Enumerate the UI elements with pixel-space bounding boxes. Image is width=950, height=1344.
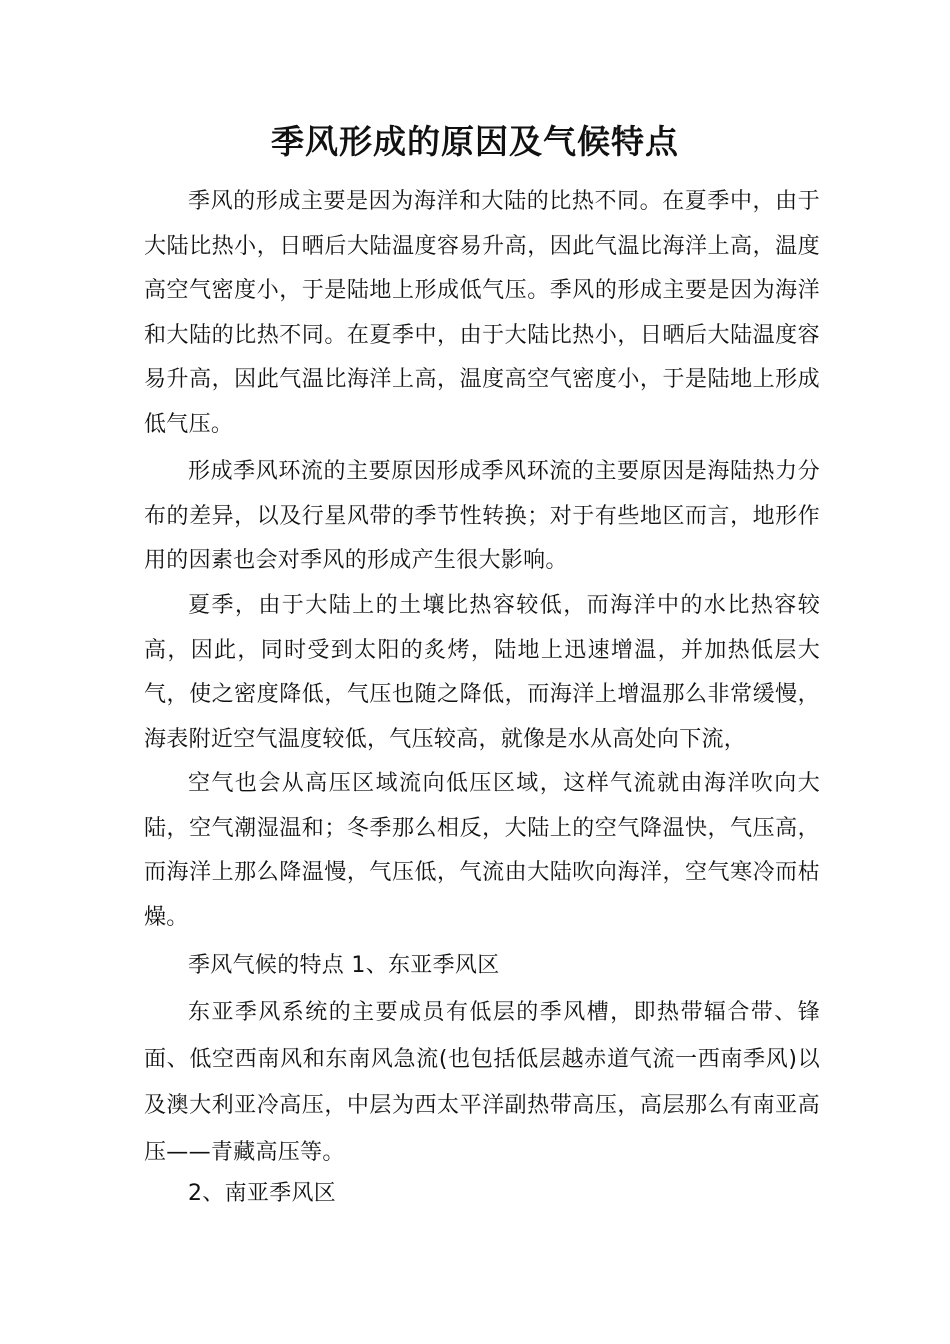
paragraph-monsoon-formation: 季风的形成主要是因为海洋和大陆的比热不同。在夏季中，由于大陆比热小，日晒后大陆温度容易升高，因此气温比海洋上高，温度高空气密度小，于是陆地上形成低气压。季风的形成主要是因为海洋和大陆的比热不同。在夏季中，由于大陆比热小，日晒后大陆温度容易升高，因此气温比海洋上高，温度高空气密度小，于是陆地上形成低气压。 xyxy=(144,189,820,437)
document-title: 季风形成的原因及气候特点 xyxy=(271,122,679,161)
paragraph-summer: 夏季，由于大陆上的土壤比热容较低，而海洋中的水比热容较高，因此，同时受到太阳的炙烤，陆地上迅速增温，并加热低层大气，使之密度降低，气压也随之降低，而海洋上增温那么非常缓慢，海表附近空气温度较低，气压较高，就像是水从高处向下流， xyxy=(144,593,820,752)
paragraph-airflow: 空气也会从高压区域流向低压区域，这样气流就由海洋吹向大陆，空气潮湿温和；冬季那么相反，大陆上的空气降温快，气压高，而海洋上那么降温慢，气压低，气流由大陆吹向海洋，空气寒冷而枯燥。 xyxy=(144,771,820,930)
paragraph-east-asia-system: 东亚季风系统的主要成员有低层的季风槽，即热带辐合带、锋面、低空西南风和东南风急流(也包括低层越赤道气流一西南季风)以及澳大利亚冷高压，中层为西太平洋副热带高压，高层那么有南亚高压——青藏高压等。 xyxy=(144,1000,820,1165)
section-heading-south-asia: 2、南亚季风区 xyxy=(188,1181,337,1206)
section-heading-east-asia: 季风气候的特点 1、东亚季风区 xyxy=(188,953,500,978)
paragraph-circulation-causes: 形成季风环流的主要原因形成季风环流的主要原因是海陆热力分布的差异，以及行星风带的季节性转换；对于有些地区而言，地形作用的因素也会对季风的形成产生很大影响。 xyxy=(144,459,820,573)
